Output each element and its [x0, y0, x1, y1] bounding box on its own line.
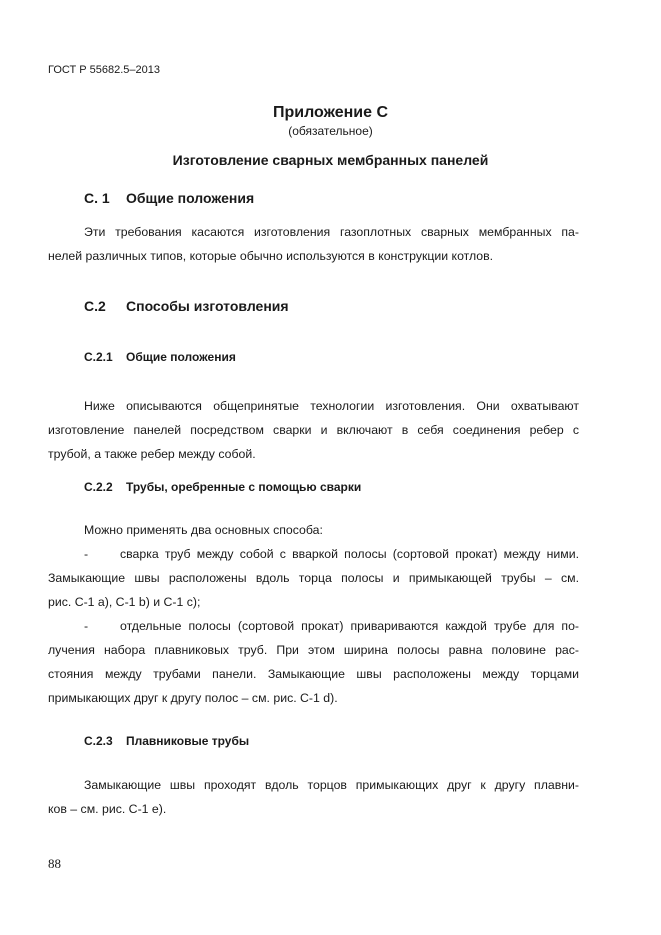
paragraph-line: ков – см. рис. С-1 е). [48, 802, 167, 816]
section-c21-paragraph [48, 394, 579, 466]
paragraph-line: изготовление панелей посредством сварки и включают в себя соединения ребер с [48, 423, 579, 437]
document-standard-header: ГОСТ Р 55682.5–2013 [48, 64, 160, 76]
list-item-text: сварка труб между собой с вваркой полосы (сортовой прокат) между ними. [120, 547, 579, 561]
section-title: Трубы, оребренные с помощью сварки [126, 480, 362, 494]
paragraph-line: Замыкающие швы проходят вдоль торцов примыкающих друг к другу плавни- [84, 778, 579, 792]
section-c21-heading [84, 350, 236, 364]
section-number: С.2 [84, 298, 106, 314]
section-c23-paragraph [48, 773, 579, 821]
list-item-line: примыкающих друг к другу полос – см. рис. С-1 d). [48, 691, 338, 705]
list-item-text: отдельные полосы (сортовой прокат) привариваются каждой трубе для по- [120, 619, 579, 633]
section-c1-heading [84, 190, 254, 206]
section-c22-heading [84, 480, 361, 494]
list-item-line [48, 614, 579, 638]
section-number: С. 1 [84, 190, 110, 206]
list-item-line: рис. С-1 а), С-1 b) и С-1 с); [48, 595, 201, 609]
section-number: С.2.1 [84, 350, 113, 364]
section-title: Общие положения [126, 350, 236, 364]
list-item-line: стояния между трубами панели. Замыкающие швы расположены между торцами [48, 667, 579, 681]
dash-marker: - [84, 619, 89, 633]
section-c22-paragraph [48, 518, 579, 710]
section-number: С.2.2 [84, 480, 113, 494]
section-number: С.2.3 [84, 734, 113, 748]
paragraph-line: трубой, а также ребер между собой. [48, 447, 256, 461]
section-title: Общие положения [126, 190, 255, 206]
appendix-heading: Изготовление сварных мембранных панелей [172, 152, 489, 168]
paragraph-line: нелей различных типов, которые обычно используются в конструкции котлов. [48, 249, 494, 263]
list-item-line: лучения набора плавниковых труб. При этом ширина полосы равна половине рас- [48, 643, 579, 657]
section-title: Плавниковые трубы [126, 734, 250, 748]
section-c2-heading [84, 298, 289, 314]
list-item-line: Замыкающие швы расположены вдоль торца полосы и примыкающей трубы – см. [48, 571, 579, 585]
section-c1-paragraph [48, 220, 579, 268]
section-c23-heading [84, 734, 249, 748]
paragraph-line: Эти требования касаются изготовления газоплотных сварных мембранных па- [84, 225, 579, 239]
appendix-title: Приложение С [272, 104, 389, 121]
paragraph-line: Можно применять два основных способа: [84, 523, 323, 537]
dash-marker: - [84, 547, 89, 561]
paragraph-line: Ниже описываются общепринятые технологии изготовления. Они охватывают [84, 399, 579, 413]
page-number: 88 [48, 856, 61, 871]
list-item-line [48, 542, 579, 566]
appendix-status: (обязательное) [288, 124, 373, 138]
section-title: Способы изготовления [126, 298, 289, 314]
